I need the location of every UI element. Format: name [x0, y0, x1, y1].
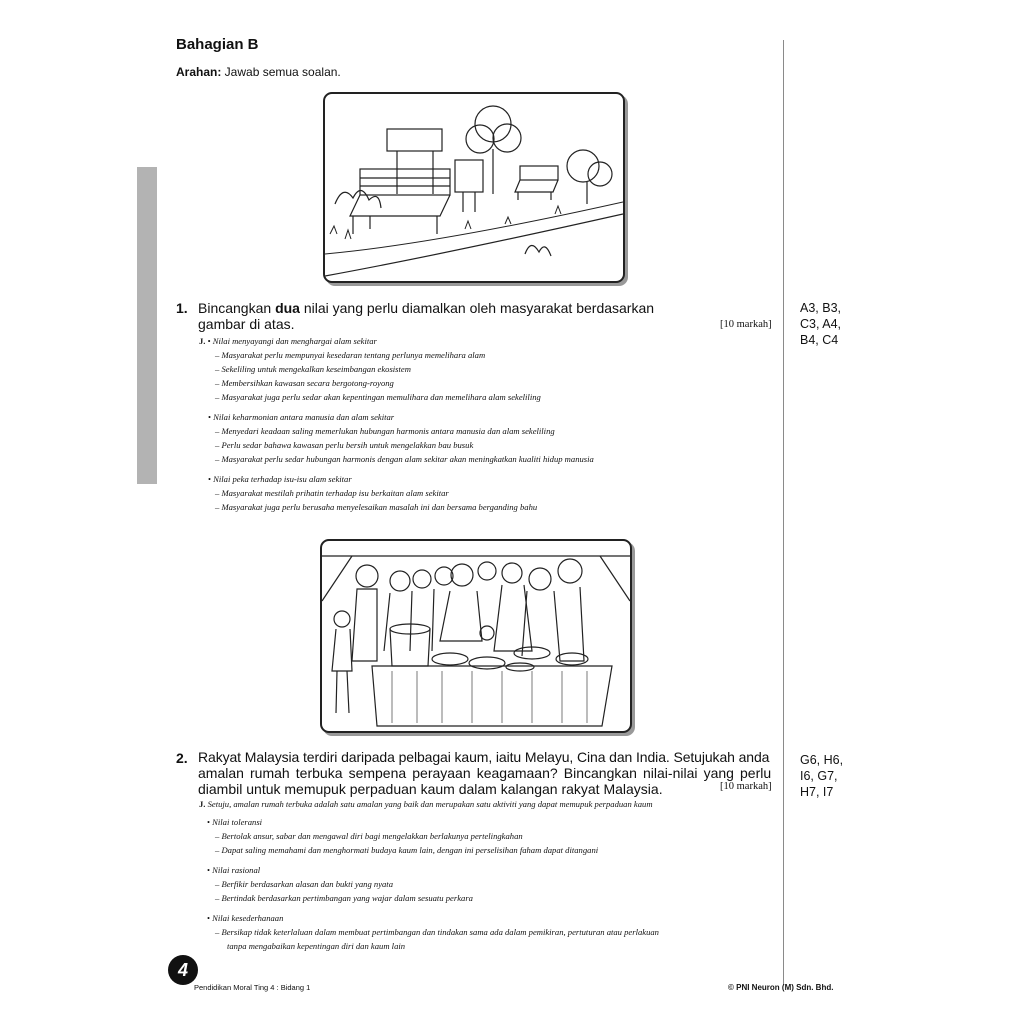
answer-2 — [207, 815, 777, 953]
question-1-text: Bincangkan dua nilai yang perlu diamalkan oleh masyarakat berdasarkan gambar di atas. — [198, 300, 655, 332]
answer-point: – Bertindak berdasarkan pertimbangan yang wajar dalam sesuatu perkara — [215, 893, 473, 903]
tree-icon — [466, 106, 521, 194]
learning-codes: G6, H6, I6, G7, H7, I7 — [800, 753, 844, 799]
bowl-icon — [556, 653, 588, 665]
table-icon — [372, 666, 612, 726]
marks-label: [10 markah] — [720, 319, 772, 330]
marks-label: [10 markah] — [720, 781, 772, 792]
answer-point: – Sekeliling untuk mengekalkan keseimbangan ekosistem — [215, 364, 411, 374]
instruction: Arahan: Jawab semua soalan. — [176, 65, 341, 79]
trash-bin-icon — [455, 160, 483, 212]
footer-copyright: © PNI Neuron (M) Sdn. Bhd. — [728, 983, 834, 992]
bench-icon — [350, 169, 450, 234]
answer-point: – Bersikap tidak keterlaluan dalam membuat pertimbangan dan tindakan sama ada dalam pemikiran, pertuturan atau perlakuan — [215, 927, 659, 937]
answer-point: tanpa mengabaikan kepentingan diri dan kaum lain — [227, 941, 406, 951]
footer-book-title: Pendidikan Moral Ting 4 : Bidang 1 — [194, 983, 311, 992]
answer-2-intro: J. Setuju, amalan rumah terbuka adalah satu amalan yang baik dan merupakan satu aktiviti yang dapat memupuk perpaduan kaum — [199, 799, 653, 809]
bench-icon — [515, 166, 558, 200]
question-2-text: Rakyat Malaysia terdiri daripada pelbagai kaum, iaitu Melayu, Cina dan India. Setujukah anda amalan rumah terbuka sempena perayaan keagamaan? Bincangkan nilai-nilai yang perlu diambil untuk memupuk perpaduan kaum dalam kalangan rakyat Malaysia. — [198, 749, 772, 797]
answer-bullet: • Nilai rasional — [207, 865, 261, 875]
bowl-icon — [432, 653, 468, 665]
page-number-badge: 4 — [168, 955, 198, 985]
open-house-illustration — [320, 539, 632, 733]
park-illustration — [323, 92, 625, 283]
answer-point: – Dapat saling memahami dan menghormati budaya kaum lain, dengan ini perselisihan faham dapat ditangani — [215, 845, 599, 855]
answer-point: – Bertolak ansur, sabar dan mengawal diri bagi mengelakkan berlakunya pertelingkahan — [215, 831, 523, 841]
answer-point: – Masyarakat perlu mempunyai kesedaran tentang perlunya memelihara alam — [215, 350, 486, 360]
answer-point: – Masyarakat mestilah prihatin terhadap isu berkaitan alam sekitar — [215, 488, 449, 498]
answer-bullet: • Nilai keharmonian antara manusia dan alam sekitar — [208, 412, 395, 422]
shrub-icon — [335, 190, 551, 256]
answer-point: – Masyarakat perlu sedar hubungan harmonis dengan alam sekitar akan meningkatkan kualiti hidup manusia — [215, 454, 594, 464]
answer-point: – Berfikir berdasarkan alasan dan bukti yang nyata — [215, 879, 393, 889]
answer-point: – Masyarakat juga perlu berusaha menyelesaikan masalah ini dan bersama berganding bahu — [215, 502, 538, 512]
answer-point: – Menyedari keadaan saling memerlukan hubungan harmonis antara manusia dan alam sekeliling — [215, 426, 555, 436]
side-tab-bar — [137, 167, 157, 484]
answer-point: – Membersihkan kawasan secara bergotong-royong — [215, 378, 394, 388]
answer-bullet: • Nilai toleransi — [207, 817, 263, 827]
answer-bullet: • Nilai kesederhanaan — [207, 913, 284, 923]
bowl-icon — [469, 657, 505, 669]
tree-icon — [567, 150, 612, 204]
question-number: 2. — [176, 750, 188, 766]
answer-1 — [199, 334, 769, 514]
question-number: 1. — [176, 300, 188, 316]
answer-bullet: J. • Nilai menyayangi dan menghargai alam sekitar — [199, 336, 377, 346]
answer-point: – Masyarakat juga perlu sedar akan kepentingan memulihara dan memelihara alam sekeliling — [215, 392, 541, 402]
plate-icon — [506, 663, 534, 671]
learning-codes: A3, B3, C3, A4, B4, C4 — [800, 301, 841, 347]
answer-bullet: • Nilai peka terhadap isu-isu alam sekitar — [208, 474, 352, 484]
column-divider — [783, 40, 784, 985]
section-title: Bahagian B — [176, 36, 259, 53]
answer-point: – Perlu sedar bahawa kawasan perlu bersih untuk mengelakkan bau busuk — [215, 440, 474, 450]
